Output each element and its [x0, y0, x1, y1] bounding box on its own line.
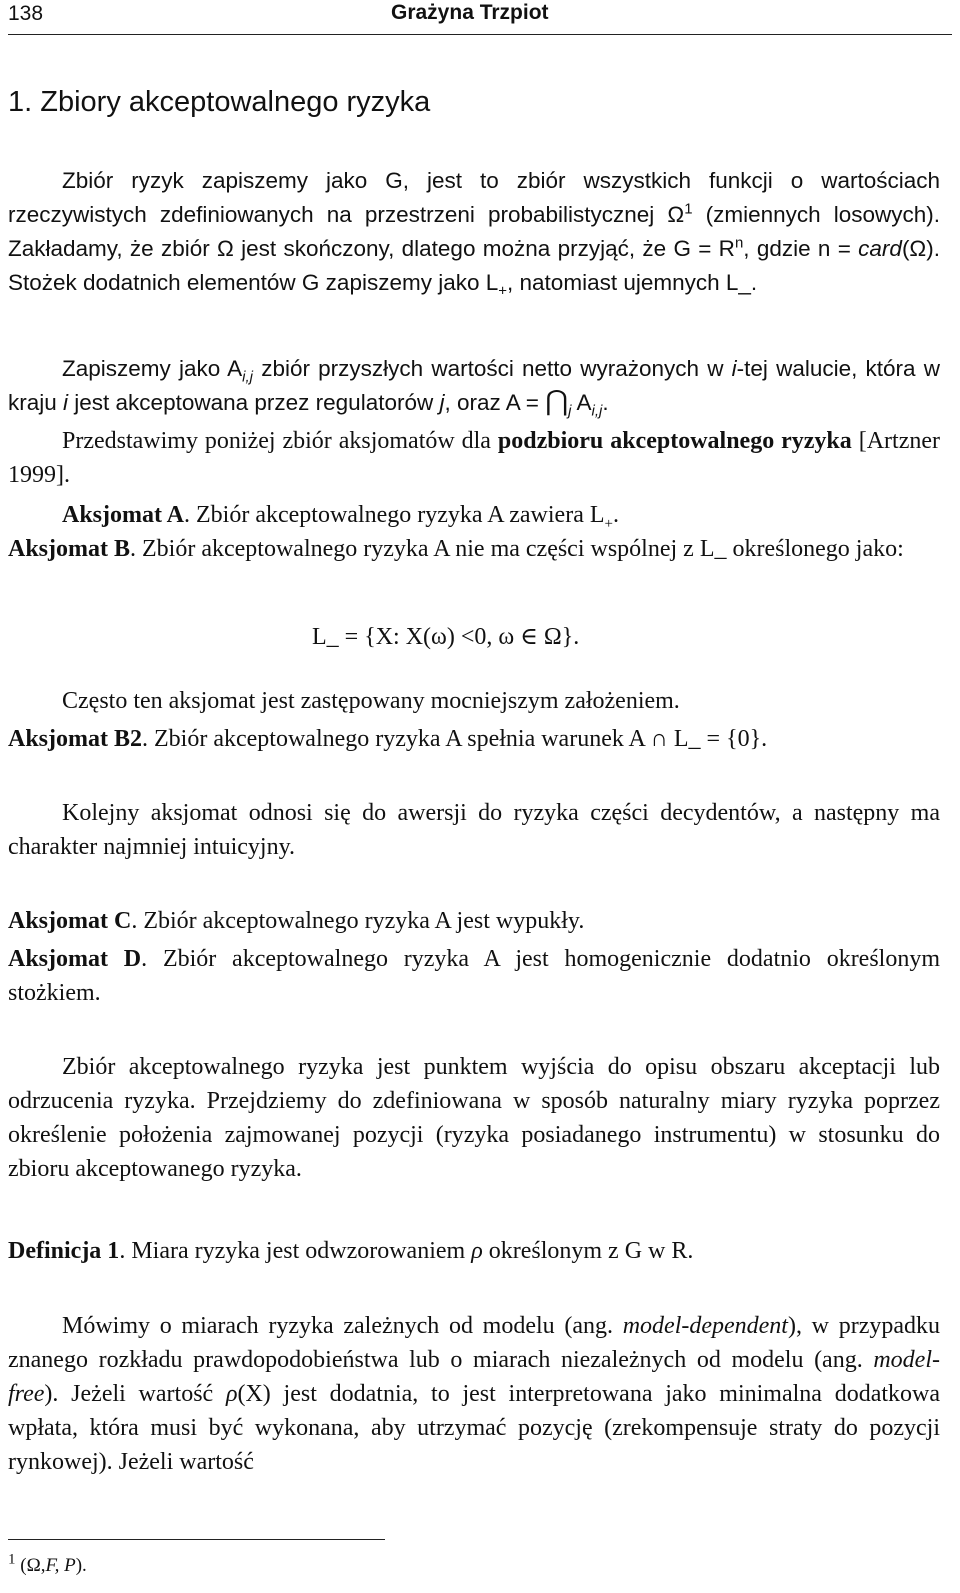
subscript: j — [568, 402, 572, 420]
axiom-label: Aksjomat D — [8, 946, 142, 972]
text-span: ). — [75, 1555, 87, 1576]
running-header — [8, 0, 952, 35]
formula-l-minus: L_ = {X: X(ω) <0, ω ∈ Ω}. — [312, 624, 580, 650]
text-span: , oraz A = — [444, 390, 546, 415]
footnote — [8, 1551, 87, 1577]
paragraph-stronger-assumption: Często ten aksjomat jest zastępowany mocniejszym założeniem. — [62, 688, 680, 714]
text-span: Zbiór ryzyk zapiszemy jako G, jest to zbiór wszystkich funkcji o wartościach rzeczywistych zdefiniowanych na przestrzeni probabilistycznej Ω — [8, 168, 940, 227]
text-span: (zmiennych losowych). Zakładamy, że zbiór Ω jest skończony, dlatego można przyjąć, że G = R — [8, 202, 940, 261]
subscript: i,j — [242, 368, 254, 386]
paragraph-set-a — [8, 352, 940, 420]
axiom-label: Aksjomat A — [62, 502, 185, 528]
axiom-label: Aksjomat C — [8, 908, 132, 934]
text-span: Mówimy o miarach ryzyka zależnych od modelu (ang. — [62, 1313, 623, 1339]
text-span: , natomiast ujemnych L_. — [507, 270, 758, 295]
rho-symbol: ρ — [225, 1381, 238, 1407]
axiom-c — [8, 904, 940, 938]
text-span: jest akceptowana przez regulatorów — [68, 390, 440, 415]
text-span: . Zbiór akceptowalnego ryzyka A spełnia warunek A ∩ L_ = {0}. — [142, 726, 768, 752]
superscript: n — [734, 234, 744, 252]
italic-span: model-free — [8, 1347, 940, 1407]
subscript: + — [604, 515, 613, 532]
italic-span: model-dependent — [622, 1313, 788, 1339]
text-span: Przedstawimy poniżej zbiór aksjomatów dla — [62, 428, 498, 454]
text-span: (Ω). Stożek dodatnich elementów G zapiszemy jako L — [8, 236, 940, 295]
subscript: + — [498, 282, 508, 300]
text-span: ). Jeżeli wartość — [44, 1381, 226, 1407]
definition-1 — [8, 1234, 940, 1268]
text-span: . Zbiór akceptowalnego ryzyka A nie ma części wspólnej z L_ określonego jako: — [130, 536, 904, 562]
italic-span: i — [731, 356, 737, 381]
axiom-label: Aksjomat B — [8, 536, 131, 562]
text-span: ), w przypadku znanego rozkładu prawdopodobieństwa lub o miarach niezależnych od modelu (ang. — [8, 1313, 940, 1373]
text-span: . Zbiór akceptowalnego ryzyka A jest homogenicznie dodatnio określonym stożkiem. — [8, 946, 941, 1006]
text-span: zbiór przyszłych wartości netto wyrażonych w — [253, 356, 732, 381]
italic-span: card — [858, 236, 902, 261]
text-span: . — [612, 502, 619, 528]
footnote-ref: 1 — [684, 200, 693, 218]
section-title: 1. Zbiory akceptowalnego ryzyka — [8, 86, 431, 118]
intersection-symbol: ⋂ — [545, 385, 569, 416]
text-span: . — [602, 390, 609, 415]
paragraph-axioms-intro — [8, 424, 940, 492]
bold-span: podzbioru akceptowalnego ryzyka — [497, 428, 852, 454]
text-span: określonym z G w R. — [482, 1238, 694, 1264]
text-span: . Zbiór akceptowalnego ryzyka A zawiera L — [184, 502, 605, 528]
text-span: (X) jest dodatnia, to jest interpretowana jako minimalna dodatkowa wpłata, która musi być wykonana, aby utrzymać pozycję (zrekompensuje straty do pozycji rynkowej). Jeżeli wartość — [8, 1381, 940, 1475]
text-span: , gdzie n = — [743, 236, 859, 261]
text-span: [Artzner 1999]. — [8, 428, 940, 488]
definition-label: Definicja 1 — [8, 1238, 120, 1264]
text-span: -tej walucie, która w kraju — [8, 356, 940, 415]
axiom-b2 — [8, 722, 940, 756]
text-span: Zapiszemy jako A — [62, 356, 243, 381]
italic-span: F, P — [45, 1555, 76, 1576]
running-author: Grażyna Trzpiot — [391, 1, 549, 24]
axiom-a — [8, 498, 940, 532]
text-span: (Ω, — [15, 1555, 46, 1576]
italic-span: i — [63, 390, 69, 415]
page-number: 138 — [8, 2, 44, 25]
text-span: . Miara ryzyka jest odwzorowaniem — [119, 1238, 472, 1264]
paragraph-next-axiom: Kolejny aksjomat odnosi się do awersji do ryzyka części decydentów, a następny ma charakter najmniej intuicyjny. — [8, 800, 940, 860]
paragraph-acceptance-set: Zbiór akceptowalnego ryzyka jest punktem wyjścia do opisu obszaru akceptacji lub odrzucenia ryzyka. Przejdziemy do zdefiniowana w sposób naturalny miary ryzyka poprzez określenie położenia zajmowanej pozycji (ryzyka posiadanego instrumentu) w stosunku do zbioru akceptowanego ryzyka. — [8, 1054, 940, 1182]
subscript: i,j — [591, 402, 603, 420]
italic-span: j — [439, 390, 445, 415]
text-span: . Zbiór akceptowalnego ryzyka A jest wypukły. — [131, 908, 585, 934]
text-span: A — [571, 390, 592, 415]
axiom-b — [8, 532, 940, 566]
paragraph-set-of-risks — [8, 164, 940, 300]
rho-symbol: ρ — [471, 1238, 483, 1264]
paragraph-model-measures — [8, 1309, 940, 1479]
axiom-d — [8, 942, 940, 1010]
footnote-separator — [8, 1539, 385, 1540]
axiom-label: Aksjomat B2 — [8, 726, 143, 752]
footnote-number: 1 — [8, 1551, 16, 1568]
